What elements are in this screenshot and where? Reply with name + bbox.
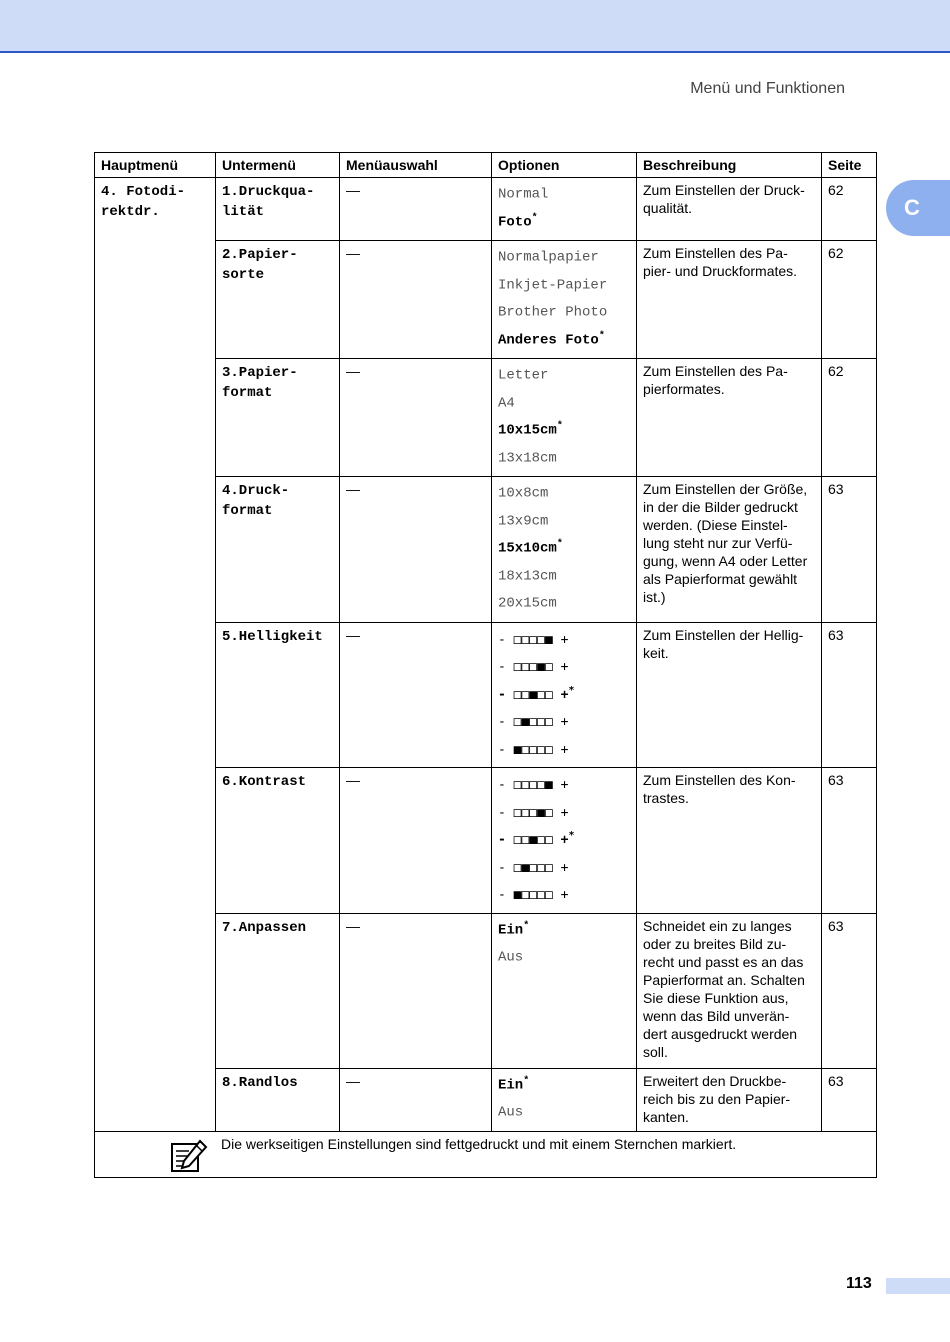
page-cell (822, 913, 877, 1068)
page-cell (822, 477, 877, 623)
header-row (95, 153, 877, 178)
option-item (498, 826, 630, 854)
submenu-label: 2.Papier- sorte (222, 247, 298, 283)
options-cell (492, 477, 637, 623)
main-menu-label: 4. Fotodi- rektdr. (101, 184, 186, 220)
column-header: Untermenü (216, 153, 340, 178)
page-cell (822, 622, 877, 768)
selection-cell (340, 178, 492, 241)
description-text: Zum Einstellen der Druck- qualität. (643, 182, 805, 216)
selection-cell (340, 913, 492, 1068)
note-cell (95, 1131, 877, 1177)
option-text: A4 (498, 395, 515, 412)
option-text: - □□□□■ + (498, 777, 569, 793)
description-text: Erweitert den Druckbe- reich bis zu den Papier- kanten. (643, 1072, 791, 1125)
note-row (95, 1131, 877, 1177)
option-text: Aus (498, 1104, 524, 1121)
description-text: Zum Einstellen der Größe, in der die Bilder gedruckt werden. (Diese Einstel- lung steht nur zur Verfü- gung, wenn A4 oder Letter als Papierformat gewählt ist.) (643, 481, 808, 605)
option-item (498, 272, 630, 300)
option-text: - □□■□□ + (498, 686, 569, 702)
option-item (498, 626, 630, 654)
submenu-cell (216, 622, 340, 768)
options-cell (492, 359, 637, 477)
option-item (498, 917, 630, 945)
option-item (498, 417, 630, 445)
option-item (498, 362, 630, 390)
option-item (498, 771, 630, 799)
description-cell (637, 477, 822, 623)
description-text: Zum Einstellen des Pa- pierformates. (643, 363, 788, 397)
note-text: Die werkseitigen Einstellungen sind fettgedruckt und mit einem Sternchen markiert. (221, 1135, 737, 1152)
submenu-label: 6.Kontrast (222, 774, 307, 790)
page-ref: 62 (828, 182, 844, 198)
option-text: - □■□□□ + (498, 859, 569, 875)
running-header: Menü und Funktionen (690, 80, 845, 97)
default-marker: * (556, 539, 563, 550)
option-item (498, 1072, 630, 1100)
page-bar (886, 1278, 950, 1294)
selection-label: — (346, 481, 360, 497)
top-band (0, 0, 950, 53)
option-text: - □■□□□ + (498, 714, 569, 730)
column-header: Hauptmenü (95, 153, 216, 178)
option-text: Ein (498, 1077, 524, 1094)
page-cell (822, 359, 877, 477)
option-item (498, 653, 630, 681)
option-item (498, 681, 630, 709)
options-cell (492, 622, 637, 768)
selection-cell (340, 477, 492, 623)
description-cell (637, 913, 822, 1068)
note (101, 1135, 870, 1173)
default-marker: * (568, 684, 575, 696)
description-cell (637, 1068, 822, 1131)
submenu-cell (216, 477, 340, 623)
options-cell (492, 178, 637, 241)
page-ref: 63 (828, 481, 844, 497)
option-item (498, 209, 630, 237)
selection-cell (340, 1068, 492, 1131)
option-text: Anderes Foto (498, 332, 599, 349)
options-cell (492, 241, 637, 359)
option-text: - □□□■□ + (498, 804, 569, 820)
submenu-label: 1.Druckqua- lität (222, 184, 315, 220)
description-text: Schneidet ein zu langes oder zu breites Bild zu- recht und passt es an das Papierformat an. Schalten Sie diese Funktion aus, wenn das Bild unverän- dert ausgedruckt werden soll. (643, 917, 805, 1060)
option-text: Brother Photo (498, 304, 608, 321)
option-text: - □□■□□ + (498, 832, 569, 848)
page-ref: 62 (828, 245, 844, 261)
submenu-cell (216, 768, 340, 914)
menu-table (94, 152, 877, 1178)
selection-label: — (346, 626, 360, 643)
description-cell (637, 359, 822, 477)
option-item (498, 327, 630, 355)
option-text: 13x9cm (498, 513, 549, 530)
option-text: - ■□□□□ + (498, 741, 569, 757)
submenu-label: 3.Papier- format (222, 365, 298, 401)
selection-label: — (346, 917, 360, 934)
description-cell (637, 178, 822, 241)
option-item (498, 535, 630, 563)
selection-label: — (346, 772, 360, 788)
selection-label: — (346, 1072, 360, 1089)
page-cell (822, 1068, 877, 1131)
page-ref: 63 (828, 772, 844, 788)
description-cell (637, 241, 822, 359)
page-cell (822, 241, 877, 359)
selection-label: — (346, 363, 360, 379)
submenu-label: 8.Randlos (222, 1074, 298, 1091)
description-cell (637, 622, 822, 768)
description-text: Zum Einstellen des Kon- trastes. (643, 772, 796, 806)
page-cell (822, 768, 877, 914)
option-item (498, 799, 630, 827)
option-text: Aus (498, 949, 524, 966)
default-marker: * (523, 1075, 530, 1087)
options-cell (492, 913, 637, 1068)
page-ref: 63 (828, 917, 844, 934)
submenu-cell (216, 241, 340, 359)
submenu-label: 5.Helligkeit (222, 628, 323, 645)
option-text: 18x13cm (498, 568, 557, 585)
default-marker: * (568, 830, 575, 841)
selection-label: — (346, 245, 360, 261)
submenu-cell (216, 178, 340, 241)
main-menu-cell (95, 178, 216, 1132)
selection-cell (340, 359, 492, 477)
selection-cell (340, 622, 492, 768)
selection-label: — (346, 182, 360, 198)
page-cell (822, 178, 877, 241)
options-cell (492, 1068, 637, 1131)
default-marker: * (556, 421, 563, 432)
option-item (498, 854, 630, 882)
option-item (498, 390, 630, 418)
submenu-cell (216, 913, 340, 1068)
default-marker: * (598, 330, 605, 342)
option-item (498, 299, 630, 327)
option-text: Letter (498, 367, 549, 384)
option-text: - ■□□□□ + (498, 887, 569, 903)
option-item (498, 244, 630, 272)
selection-cell (340, 241, 492, 359)
option-text: 15x10cm (498, 540, 557, 557)
chapter-letter: C (904, 195, 920, 220)
options-cell (492, 768, 637, 914)
page-ref: 63 (828, 1072, 844, 1089)
column-header: Beschreibung (637, 153, 822, 178)
chapter-tab (886, 180, 950, 236)
default-marker: * (531, 212, 538, 224)
note-pencil-icon (169, 1139, 209, 1173)
option-text: Ein (498, 922, 524, 939)
option-text: - □□□■□ + (498, 659, 569, 675)
page-number: 113 (846, 1275, 872, 1292)
selection-cell (340, 768, 492, 914)
option-item (498, 736, 630, 764)
option-text: Inkjet-Papier (498, 277, 608, 294)
option-item (498, 881, 630, 909)
option-item (498, 1099, 630, 1127)
option-text: - □□□□■ + (498, 631, 569, 647)
option-text: Normalpapier (498, 249, 599, 266)
default-marker: * (523, 920, 530, 932)
description-text: Zum Einstellen des Pa- pier- und Druckformates. (643, 245, 798, 279)
option-text: 10x8cm (498, 485, 549, 502)
table-row (95, 178, 877, 241)
column-header: Menüauswahl (340, 153, 492, 178)
option-text: 10x15cm (498, 422, 557, 439)
page-ref: 63 (828, 626, 844, 643)
option-item (498, 590, 630, 618)
option-item (498, 445, 630, 473)
column-header: Optionen (492, 153, 637, 178)
submenu-cell (216, 1068, 340, 1131)
option-text: Normal (498, 186, 549, 203)
submenu-label: 4.Druck- format (222, 483, 290, 519)
option-text: 20x15cm (498, 595, 557, 612)
option-item (498, 480, 630, 508)
option-text: Foto (498, 214, 532, 231)
submenu-cell (216, 359, 340, 477)
option-item (498, 944, 630, 972)
page-ref: 62 (828, 363, 844, 379)
option-text: 13x18cm (498, 450, 557, 467)
option-item (498, 508, 630, 536)
submenu-label: 7.Anpassen (222, 919, 307, 936)
column-header: Seite (822, 153, 877, 178)
option-item (498, 181, 630, 209)
option-item (498, 563, 630, 591)
option-item (498, 708, 630, 736)
description-cell (637, 768, 822, 914)
description-text: Zum Einstellen der Hellig- keit. (643, 626, 804, 661)
